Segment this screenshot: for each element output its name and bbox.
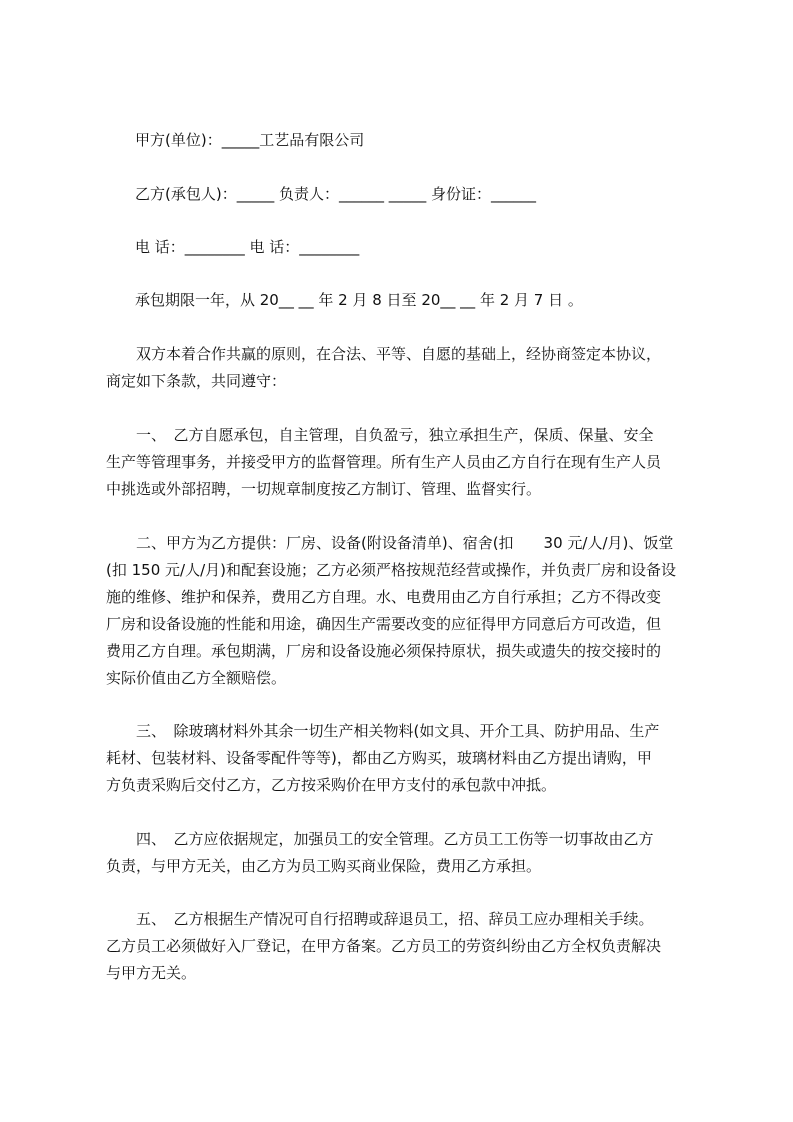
clause-1-line: 生产等管理事务，并接受甲方的监督管理。所有生产人员由乙方自行在现有生产人员 [106, 453, 662, 471]
clause-1-line: 中挑选或外部招聘，一切规章制度按乙方制订、管理、监督实行。 [106, 480, 542, 498]
clause-2-line: 二、甲方为乙方提供：厂房、设备(附设备清单)、宿舍(扣 30 元/人/月)、饭堂 [106, 534, 674, 552]
clause-2-line: 费用乙方自理。承包期满，厂房和设备设施必须保持原状，损失或遗失的按交接时的 [106, 642, 662, 660]
clause-3-line: 三、 除玻璃材料外其余一切生产相关物料(如文具、开介工具、防护用品、生产 [106, 722, 660, 740]
clause-4-line: 四、 乙方应依据规定，加强员工的安全管理。乙方员工工伤等一切事故由乙方 [106, 830, 654, 848]
party-b-line: 乙方(承包人)：_____ 负责人：______ _____ 身份证：______ [135, 185, 537, 203]
term-line: 承包期限一年，从 20__ __ 年 2 月 8 日至 20__ __ 年 2 月 7 日 。 [135, 291, 583, 309]
clause-2-line: (扣 150 元/人/月)和配套设施；乙方必须严格按规范经营或操作，并负责厂房和设备设 [106, 561, 676, 579]
intro-line: 商定如下条款，共同遵守： [106, 372, 287, 390]
intro-line: 双方本着合作共赢的原则，在合法、平等、自愿的基础上，经协商签定本协议， [106, 345, 662, 363]
clause-4-line: 负责，与甲方无关，由乙方为员工购买商业保险，费用乙方承担。 [106, 857, 542, 875]
clause-2-line: 厂房和设备设施的性能和用途，确因生产需要改变的应征得甲方同意后方可改造，但 [106, 615, 662, 633]
clause-3-line: 方负责采购后交付乙方，乙方按采购价在甲方支付的承包款中冲抵。 [106, 776, 557, 794]
party-a-line: 甲方(单位)：_____工艺品有限公司 [135, 131, 365, 149]
clause-5-line: 与甲方无关。 [106, 964, 197, 982]
clause-3-line: 耗材、包装材料、设备零配件等等)，都由乙方购买，玻璃材料由乙方提出请购，甲 [106, 749, 652, 767]
clause-2-line: 施的维修、维护和保养，费用乙方自理。水、电费用由乙方自行承担；乙方不得改变 [106, 588, 662, 606]
clause-1-line: 一、 乙方自愿承包，自主管理，自负盈亏，独立承担生产，保质、保量、安全 [106, 426, 654, 444]
clause-5-line: 五、 乙方根据生产情况可自行招聘或辞退员工，招、辞员工应办理相关手续。 [106, 910, 654, 928]
phone-line: 电 话：________ 电 话：________ [135, 238, 360, 256]
clause-5-line: 乙方员工必须做好入厂登记，在甲方备案。乙方员工的劳资纠纷由乙方全权负责解决 [106, 937, 662, 955]
clause-2-line: 实际价值由乙方全额赔偿。 [106, 669, 287, 687]
